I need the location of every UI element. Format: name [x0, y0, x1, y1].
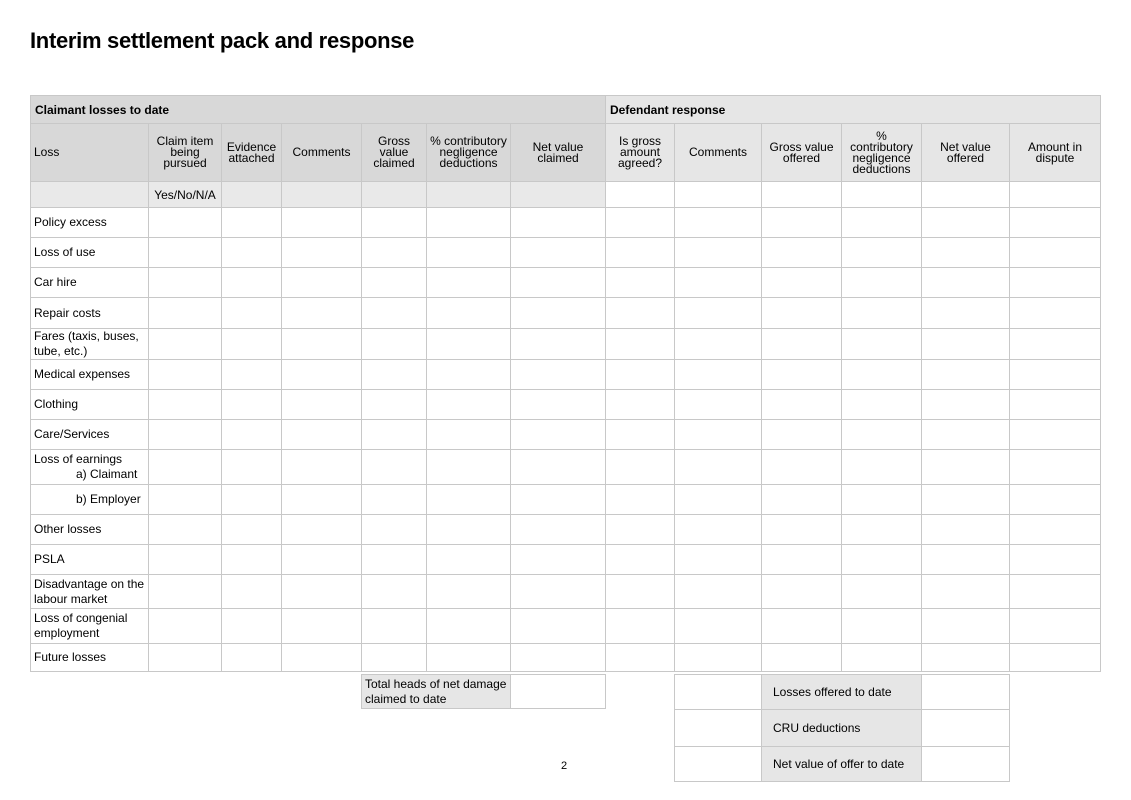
entry-cell[interactable]	[511, 238, 606, 268]
entry-cell[interactable]	[427, 298, 511, 329]
entry-cell[interactable]	[427, 515, 511, 545]
entry-cell[interactable]	[675, 360, 762, 390]
entry-cell[interactable]	[1010, 360, 1101, 390]
claim-item-options-hint: Yes/No/N/A	[149, 182, 222, 208]
entry-cell[interactable]	[675, 390, 762, 420]
entry-cell[interactable]	[222, 360, 282, 390]
entry-cell[interactable]	[427, 575, 511, 609]
loss-label-text: Medical expenses	[34, 367, 131, 381]
entry-cell[interactable]	[282, 450, 362, 485]
entry-cell[interactable]	[222, 298, 282, 329]
entry-cell[interactable]	[922, 268, 1010, 298]
col-header-contrib-claimant: % contributory negligence deductions	[427, 124, 511, 182]
sub-header-cell	[606, 182, 675, 208]
entry-cell[interactable]	[922, 390, 1010, 420]
entry-cell[interactable]	[149, 420, 222, 450]
cru-deductions-label: CRU deductions	[761, 709, 922, 747]
entry-cell[interactable]	[222, 208, 282, 238]
loss-label	[31, 420, 149, 450]
entry-cell[interactable]	[606, 208, 675, 238]
entry-cell[interactable]	[149, 298, 222, 329]
entry-cell[interactable]	[149, 360, 222, 390]
claimant-section-heading: Claimant losses to date	[31, 96, 606, 124]
sub-header-cell	[922, 182, 1010, 208]
entry-cell[interactable]	[362, 360, 427, 390]
entry-cell[interactable]	[149, 450, 222, 485]
entry-cell[interactable]	[362, 238, 427, 268]
entry-cell[interactable]	[222, 329, 282, 360]
entry-cell[interactable]	[675, 515, 762, 545]
entry-cell[interactable]	[606, 360, 675, 390]
entry-cell[interactable]	[282, 485, 362, 515]
table-row	[31, 298, 1101, 329]
entry-cell[interactable]	[922, 644, 1010, 672]
col-header-dispute: Amount in dispute	[1010, 124, 1101, 182]
entry-cell[interactable]	[282, 360, 362, 390]
entry-cell[interactable]	[222, 390, 282, 420]
entry-cell[interactable]	[282, 390, 362, 420]
entry-cell[interactable]	[1010, 208, 1101, 238]
loss-label	[31, 390, 149, 420]
table-row	[31, 485, 1101, 515]
entry-cell[interactable]	[282, 268, 362, 298]
sub-header-cell	[362, 182, 427, 208]
entry-cell[interactable]	[1010, 545, 1101, 575]
entry-cell[interactable]	[922, 329, 1010, 360]
entry-cell[interactable]	[362, 208, 427, 238]
sub-header-cell	[1010, 182, 1101, 208]
entry-cell[interactable]	[1010, 268, 1101, 298]
col-header-net-claimed: Net value claimed	[511, 124, 606, 182]
entry-cell[interactable]	[282, 238, 362, 268]
entry-cell[interactable]	[606, 609, 675, 644]
entry-cell[interactable]	[427, 208, 511, 238]
entry-cell[interactable]	[362, 298, 427, 329]
loss-label	[31, 609, 149, 644]
entry-cell[interactable]	[675, 545, 762, 575]
entry-cell[interactable]	[762, 268, 842, 298]
net-offer-label: Net value of offer to date	[761, 746, 922, 782]
entry-cell[interactable]	[842, 208, 922, 238]
table-row	[31, 450, 1101, 485]
entry-cell[interactable]	[149, 545, 222, 575]
table-row	[31, 238, 1101, 268]
loss-label-text: Fares (taxis, buses, tube, etc.)	[34, 329, 139, 358]
table-row	[31, 609, 1101, 644]
sub-header-cell	[222, 182, 282, 208]
entry-cell[interactable]	[842, 644, 922, 672]
loss-label-text: PSLA	[34, 552, 65, 566]
table-row	[31, 390, 1101, 420]
entry-cell[interactable]	[149, 485, 222, 515]
entry-cell[interactable]	[511, 329, 606, 360]
entry-cell[interactable]	[511, 485, 606, 515]
entry-cell[interactable]	[362, 268, 427, 298]
entry-cell[interactable]	[922, 609, 1010, 644]
entry-cell[interactable]	[362, 575, 427, 609]
col-header-loss: Loss	[31, 124, 149, 182]
entry-cell[interactable]	[606, 268, 675, 298]
entry-cell[interactable]	[427, 390, 511, 420]
table-row	[31, 360, 1101, 390]
entry-cell[interactable]	[842, 575, 922, 609]
col-header-evidence: Evidence attached	[222, 124, 282, 182]
entry-cell[interactable]	[222, 485, 282, 515]
entry-cell[interactable]	[149, 329, 222, 360]
page-title: Interim settlement pack and response	[30, 28, 415, 53]
loss-label	[31, 329, 149, 360]
losses-offered-label: Losses offered to date	[761, 674, 922, 710]
col-header-contrib-defendant: % contributory negligence deductions	[842, 124, 922, 182]
col-header-net-offered: Net value offered	[922, 124, 1010, 182]
loss-label-text: Loss of use	[34, 245, 96, 259]
entry-cell[interactable]	[511, 268, 606, 298]
loss-label-text: Care/Services	[34, 427, 110, 441]
entry-cell[interactable]	[222, 420, 282, 450]
entry-cell[interactable]	[222, 515, 282, 545]
entry-cell[interactable]	[511, 575, 606, 609]
entry-cell[interactable]	[675, 450, 762, 485]
entry-cell[interactable]	[362, 485, 427, 515]
loss-label-text: Repair costs	[34, 305, 101, 320]
entry-cell[interactable]	[675, 644, 762, 672]
entry-cell[interactable]	[606, 298, 675, 329]
entry-cell[interactable]	[149, 268, 222, 298]
entry-cell[interactable]	[282, 515, 362, 545]
table-row	[31, 420, 1101, 450]
entry-cell[interactable]	[922, 298, 1010, 329]
entry-cell[interactable]	[427, 329, 511, 360]
col-header-gross-offered: Gross value offered	[762, 124, 842, 182]
entry-cell[interactable]	[362, 545, 427, 575]
entry-cell[interactable]	[606, 485, 675, 515]
entry-cell[interactable]	[1010, 575, 1101, 609]
entry-cell[interactable]	[762, 390, 842, 420]
entry-cell[interactable]	[222, 609, 282, 644]
entry-cell[interactable]	[222, 238, 282, 268]
loss-label	[31, 238, 149, 268]
loss-label	[31, 298, 149, 329]
entry-cell[interactable]	[842, 360, 922, 390]
entry-cell[interactable]	[922, 515, 1010, 545]
net-offer-blank-cell	[674, 746, 762, 782]
entry-cell[interactable]	[511, 208, 606, 238]
entry-cell[interactable]	[511, 360, 606, 390]
entry-cell[interactable]	[149, 515, 222, 545]
net-offer-field[interactable]	[921, 746, 1010, 782]
col-header-def-comments: Comments	[675, 124, 762, 182]
entry-cell[interactable]	[675, 238, 762, 268]
entry-cell[interactable]	[511, 545, 606, 575]
loss-label	[31, 268, 149, 298]
sub-header-cell	[282, 182, 362, 208]
entry-cell[interactable]	[606, 390, 675, 420]
loss-label-text: Car hire	[34, 275, 77, 289]
entry-cell[interactable]	[282, 208, 362, 238]
loss-label	[31, 515, 149, 545]
entry-cell[interactable]	[762, 609, 842, 644]
entry-cell[interactable]	[149, 208, 222, 238]
loss-label-text: Future losses	[34, 650, 107, 664]
entry-cell[interactable]	[222, 644, 282, 672]
entry-cell[interactable]	[427, 545, 511, 575]
loss-label-text: Loss of earnings	[34, 452, 123, 466]
entry-cell[interactable]	[282, 609, 362, 644]
entry-cell[interactable]	[362, 515, 427, 545]
entry-cell[interactable]	[149, 238, 222, 268]
entry-cell[interactable]	[1010, 238, 1101, 268]
entry-cell[interactable]	[222, 268, 282, 298]
entry-cell[interactable]	[149, 575, 222, 609]
col-header-claim-item: Claim item being pursued	[149, 124, 222, 182]
entry-cell[interactable]	[762, 298, 842, 329]
entry-cell[interactable]	[762, 450, 842, 485]
table-row	[31, 644, 1101, 672]
sub-header-cell	[31, 182, 149, 208]
defendant-section-heading: Defendant response	[606, 96, 1101, 124]
table-row	[31, 268, 1101, 298]
entry-cell[interactable]	[427, 609, 511, 644]
entry-cell[interactable]	[1010, 609, 1101, 644]
entry-cell[interactable]	[922, 485, 1010, 515]
entry-cell[interactable]	[675, 575, 762, 609]
entry-cell[interactable]	[762, 644, 842, 672]
entry-cell[interactable]	[922, 360, 1010, 390]
entry-cell[interactable]	[675, 485, 762, 515]
entry-cell[interactable]	[762, 545, 842, 575]
entry-cell[interactable]	[762, 360, 842, 390]
entry-cell[interactable]	[511, 515, 606, 545]
entry-cell[interactable]	[1010, 420, 1101, 450]
loss-label	[31, 485, 149, 515]
entry-cell[interactable]	[427, 644, 511, 672]
entry-cell[interactable]	[842, 390, 922, 420]
entry-cell[interactable]	[842, 420, 922, 450]
entry-cell[interactable]	[922, 575, 1010, 609]
loss-rows	[31, 208, 1101, 672]
entry-cell[interactable]	[762, 575, 842, 609]
cru-blank-cell	[674, 709, 762, 747]
loss-label	[31, 208, 149, 238]
entry-cell[interactable]	[762, 485, 842, 515]
entry-cell[interactable]	[842, 515, 922, 545]
entry-cell[interactable]	[362, 329, 427, 360]
entry-cell[interactable]	[675, 298, 762, 329]
entry-cell[interactable]	[675, 208, 762, 238]
table-row	[31, 545, 1101, 575]
loss-label-text: Clothing	[34, 397, 79, 411]
entry-cell[interactable]	[606, 450, 675, 485]
entry-cell[interactable]	[222, 450, 282, 485]
entry-cell[interactable]	[282, 329, 362, 360]
entry-cell[interactable]	[362, 420, 427, 450]
entry-cell[interactable]	[282, 644, 362, 672]
entry-cell[interactable]	[282, 545, 362, 575]
cru-deductions-field[interactable]	[921, 709, 1010, 747]
table-row	[31, 208, 1101, 238]
entry-cell[interactable]	[427, 268, 511, 298]
loss-label	[31, 450, 149, 485]
entry-cell[interactable]	[762, 238, 842, 268]
sub-header-cell	[511, 182, 606, 208]
loss-label	[31, 545, 149, 575]
entry-cell[interactable]	[675, 420, 762, 450]
entry-cell[interactable]	[606, 545, 675, 575]
entry-cell[interactable]	[511, 298, 606, 329]
entry-cell[interactable]	[362, 450, 427, 485]
entry-cell[interactable]	[222, 575, 282, 609]
entry-cell[interactable]	[511, 450, 606, 485]
entry-cell[interactable]	[511, 390, 606, 420]
entry-cell[interactable]	[427, 238, 511, 268]
earnings-sub-claimant: a) Claimant	[76, 467, 138, 481]
total-net-damage-field[interactable]	[510, 674, 606, 709]
entry-cell[interactable]	[675, 609, 762, 644]
entry-cell[interactable]	[922, 208, 1010, 238]
entry-cell[interactable]	[1010, 485, 1101, 515]
entry-cell[interactable]	[427, 485, 511, 515]
col-header-comments: Comments	[282, 124, 362, 182]
entry-cell[interactable]	[1010, 298, 1101, 329]
entry-cell[interactable]	[1010, 644, 1101, 672]
entry-cell[interactable]	[362, 644, 427, 672]
entry-cell[interactable]	[675, 268, 762, 298]
entry-cell[interactable]	[427, 360, 511, 390]
entry-cell[interactable]	[1010, 329, 1101, 360]
sub-header-cell	[427, 182, 511, 208]
entry-cell[interactable]	[922, 545, 1010, 575]
entry-cell[interactable]	[842, 268, 922, 298]
loss-label	[31, 644, 149, 672]
entry-cell[interactable]	[922, 238, 1010, 268]
entry-cell[interactable]	[606, 420, 675, 450]
entry-cell[interactable]	[427, 420, 511, 450]
sub-header-cell	[762, 182, 842, 208]
entry-cell[interactable]	[842, 485, 922, 515]
col-header-gross-agreed: Is gross amount agreed?	[606, 124, 675, 182]
entry-cell[interactable]	[762, 329, 842, 360]
total-net-damage-label: Total heads of net damage claimed to date	[361, 674, 511, 709]
entry-cell[interactable]	[149, 609, 222, 644]
entry-cell[interactable]	[1010, 515, 1101, 545]
settlement-table	[30, 95, 1101, 672]
entry-cell[interactable]	[762, 515, 842, 545]
losses-offered-field[interactable]	[921, 674, 1010, 710]
sub-header-cell	[842, 182, 922, 208]
entry-cell[interactable]	[149, 644, 222, 672]
entry-cell[interactable]	[922, 450, 1010, 485]
entry-cell[interactable]	[282, 575, 362, 609]
entry-cell[interactable]	[675, 329, 762, 360]
entry-cell[interactable]	[842, 329, 922, 360]
entry-cell[interactable]	[842, 298, 922, 329]
entry-cell[interactable]	[362, 609, 427, 644]
col-header-gross-claimed: Gross value claimed	[362, 124, 427, 182]
entry-cell[interactable]	[762, 420, 842, 450]
losses-offered-blank-cell	[674, 674, 762, 710]
table-row	[31, 329, 1101, 360]
entry-cell[interactable]	[511, 644, 606, 672]
entry-cell[interactable]	[282, 298, 362, 329]
page-number: 2	[561, 760, 568, 772]
loss-label-text: b) Employer	[76, 492, 141, 506]
entry-cell[interactable]	[222, 545, 282, 575]
entry-cell[interactable]	[1010, 390, 1101, 420]
sub-header-cell	[675, 182, 762, 208]
entry-cell[interactable]	[842, 450, 922, 485]
loss-label	[31, 360, 149, 390]
entry-cell[interactable]	[606, 329, 675, 360]
entry-cell[interactable]	[606, 238, 675, 268]
entry-cell[interactable]	[427, 450, 511, 485]
entry-cell[interactable]	[511, 609, 606, 644]
table-row	[31, 575, 1101, 609]
entry-cell[interactable]	[282, 420, 362, 450]
entry-cell[interactable]	[1010, 450, 1101, 485]
entry-cell[interactable]	[762, 208, 842, 238]
entry-cell[interactable]	[606, 644, 675, 672]
entry-cell[interactable]	[842, 609, 922, 644]
table-row	[31, 515, 1101, 545]
loss-label-text: Other losses	[34, 522, 102, 536]
loss-label-text: Disadvantage on the labour market	[34, 576, 145, 606]
loss-label-text: Policy excess	[34, 215, 107, 229]
entry-cell[interactable]	[149, 390, 222, 420]
entry-cell[interactable]	[606, 515, 675, 545]
entry-cell[interactable]	[606, 575, 675, 609]
entry-cell[interactable]	[842, 545, 922, 575]
entry-cell[interactable]	[362, 390, 427, 420]
entry-cell[interactable]	[511, 420, 606, 450]
loss-label-text: Loss of congenial employment	[34, 611, 128, 640]
loss-label	[31, 575, 149, 609]
entry-cell[interactable]	[922, 420, 1010, 450]
entry-cell[interactable]	[842, 238, 922, 268]
